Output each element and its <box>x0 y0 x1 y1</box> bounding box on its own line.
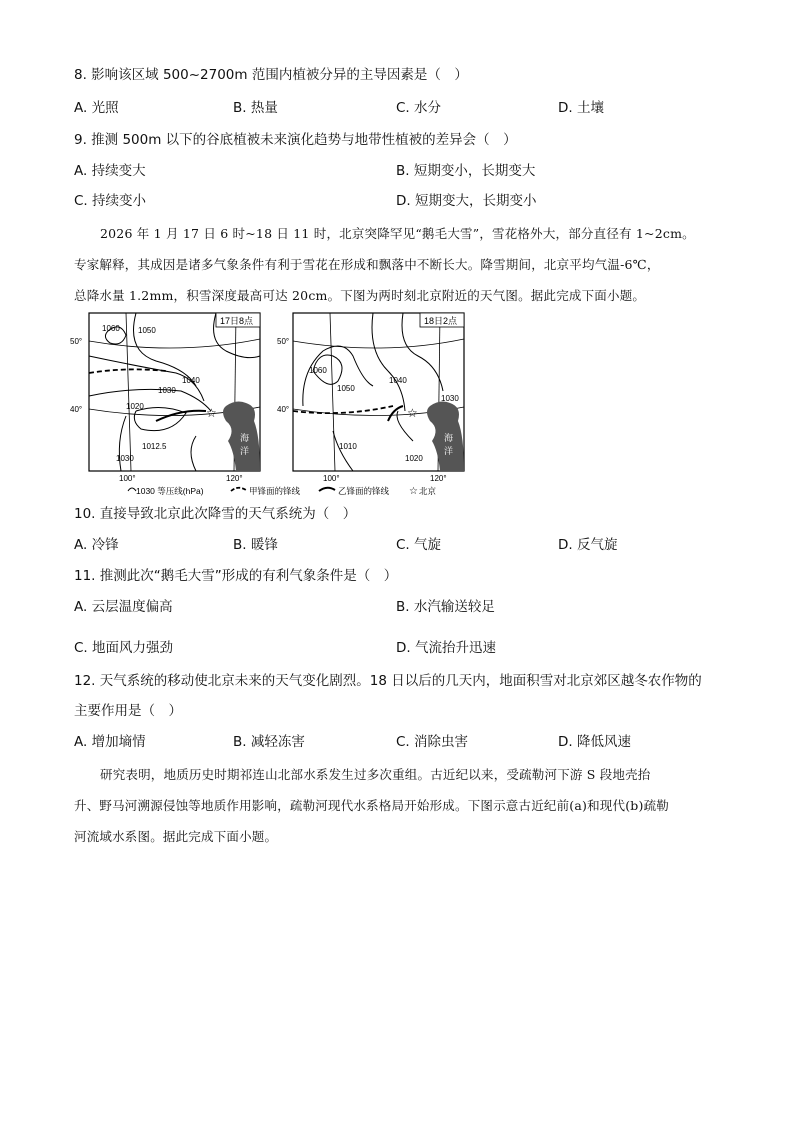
map1-lon-100: 100° <box>119 474 136 483</box>
legend-front-a: 甲锋面的锋线 <box>249 486 301 496</box>
q9-option-b: B. 短期变小，长期变大 <box>396 163 536 179</box>
q11-option-d: D. 气流抬升迅速 <box>396 640 496 656</box>
q12-option-a: A. 增加墒情 <box>74 734 146 750</box>
map1-isobar-label: 1030 <box>116 454 134 463</box>
figure-legend <box>128 486 437 497</box>
q12-stem-line-1: 12. 天气系统的移动使北京未来的天气变化剧烈。18 日以后的几天内，地面积雪对北京郊区越冬农作物的 <box>74 673 702 689</box>
legend-beijing: 北京 <box>419 486 437 496</box>
q10-option-c: C. 气旋 <box>396 537 442 553</box>
q10-option-b: B. 暖锋 <box>233 537 278 553</box>
map1-ocean-label-2: 洋 <box>240 446 250 456</box>
map1-ocean-label-1: 海 <box>240 433 250 443</box>
map1-isobar-label: 1020 <box>126 402 144 411</box>
q10-option-a: A. 冷锋 <box>74 537 119 553</box>
q11-option-b: B. 水汽输送较足 <box>396 599 495 615</box>
map2-isobar-label: 1040 <box>389 376 407 385</box>
q9-option-d: D. 短期变大，长期变小 <box>396 193 537 209</box>
q11-option-a: A. 云层温度偏高 <box>74 599 173 615</box>
q12-stem-line-2: 主要作用是（ ） <box>74 703 182 719</box>
passage2-line-2: 升、野马河溯源侵蚀等地质作用影响，疏勒河现代水系格局开始形成。下图示意古近纪前(a)和现代(b)疏勒 <box>74 798 669 813</box>
map1-isobar-label: 1060 <box>102 324 120 333</box>
map2-lat-40: 40° <box>277 405 290 414</box>
q8-stem: 8. 影响该区域 500~2700m 范围内植被分异的主导因素是（ ） <box>74 67 468 83</box>
map1-isobar-label: 1030 <box>158 386 176 395</box>
q12-option-d: D. 降低风速 <box>558 734 631 750</box>
map1-isobar-label: 1050 <box>138 326 156 335</box>
map2-title: 18日2点 <box>424 316 458 326</box>
map2-isobar-label: 1050 <box>337 384 355 393</box>
map1-isobar-label: 1012.5 <box>142 442 167 451</box>
map2-ocean-label-2: 洋 <box>444 446 454 456</box>
map-17th-8am <box>70 313 260 483</box>
map1-lon-120: 120° <box>226 474 243 483</box>
q12-option-c: C. 消除虫害 <box>396 734 469 750</box>
q8-option-a: A. 光照 <box>74 100 119 116</box>
passage1-line-1: 2026 年 1 月 17 日 6 时~18 日 11 时，北京突降罕见“鹅毛大雪”，雪花格外大，部分直径有 1~2cm。 <box>100 226 695 241</box>
map2-lon-120: 120° <box>430 474 447 483</box>
legend-isobar: 1030 等压线(hPa) <box>136 486 204 496</box>
map2-lon-100: 100° <box>323 474 340 483</box>
map2-isobar-label: 1030 <box>441 394 459 403</box>
passage1-line-3: 总降水量 1.2mm，积雪深度最高可达 20cm。下图为两时刻北京附近的天气图。据此完成下面小题。 <box>74 288 646 303</box>
q8-option-d: D. 土壤 <box>558 100 604 116</box>
map2-isobar-label: 1060 <box>309 366 327 375</box>
q11-option-c: C. 地面风力强劲 <box>74 640 174 656</box>
map1-lat-50: 50° <box>70 337 83 346</box>
q9-option-c: C. 持续变小 <box>74 193 147 209</box>
map2-ocean-label-1: 海 <box>444 433 454 443</box>
map1-lat-40: 40° <box>70 405 83 414</box>
legend-front-b: 乙锋面的锋线 <box>338 486 390 496</box>
passage2-line-1: 研究表明，地质历史时期祁连山北部水系发生过多次重组。古近纪以来，受疏勒河下游 S 段地壳抬 <box>100 767 651 782</box>
q12-option-b: B. 减轻冻害 <box>233 734 305 750</box>
map1-title: 17日8点 <box>220 316 254 326</box>
q10-stem: 10. 直接导致北京此次降雪的天气系统为（ ） <box>74 506 357 522</box>
weather-map-figure <box>70 311 466 505</box>
map2-isobar-label: 1010 <box>339 442 357 451</box>
q8-option-c: C. 水分 <box>396 100 442 116</box>
map1-isobar-label: 1040 <box>182 376 200 385</box>
q9-stem: 9. 推测 500m 以下的谷底植被未来演化趋势与地带性植被的差异会（ ） <box>74 132 517 148</box>
q11-stem: 11. 推测此次“鹅毛大雪”形成的有利气象条件是（ ） <box>74 568 398 584</box>
legend-star-icon: ☆ <box>409 486 418 497</box>
passage1-line-2: 专家解释，其成因是诸多气象条件有利于雪花在形成和飘落中不断长大。降雪期间，北京平均气温-6℃， <box>74 257 660 272</box>
q9-option-a: A. 持续变大 <box>74 163 146 179</box>
passage2-line-3: 河流域水系图。据此完成下面小题。 <box>74 829 278 844</box>
map-18th-2am <box>277 313 464 483</box>
map2-isobar-label: 1020 <box>405 454 423 463</box>
beijing-star-icon: ☆ <box>206 406 217 420</box>
map2-lat-50: 50° <box>277 337 290 346</box>
beijing-star-icon: ☆ <box>407 406 418 420</box>
q10-option-d: D. 反气旋 <box>558 537 618 553</box>
q8-option-b: B. 热量 <box>233 100 278 116</box>
